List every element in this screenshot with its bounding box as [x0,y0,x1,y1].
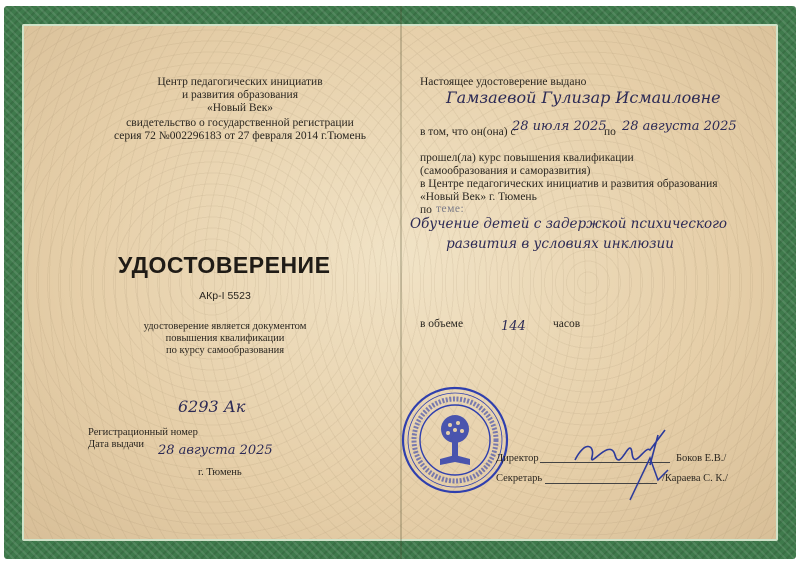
registration-line2: серия 72 №002296183 от 27 февраля 2014 г.Тюмень [114,130,366,142]
course-line2: (самообразования и саморазвития) [420,165,591,177]
document-number: АКр-I 5523 [199,290,251,302]
org-name-line2: и развития образования [181,89,299,101]
secretary-name: /Караева С. К./ [662,473,728,484]
description-line1: удостоверение является документом [143,321,307,332]
org-name-line1: Центр педагогических инициатив [157,76,323,88]
volume-value: 144 [501,319,526,334]
org-name-line3: «Новый Век» [206,102,274,114]
course-line3: в Центре педагогических инициатив и развития образования [420,178,718,190]
topic-line1: Обучение детей с задержкой психического [410,216,728,232]
topic-label: теме: [436,203,465,215]
director-name: Боков Е.В./ [676,453,727,464]
issue-date-label: Дата выдачи [88,439,145,450]
period-to: 28 августа 2025 [622,119,737,134]
registration-number-value: 6293 Ак [178,397,246,416]
registration-number-label: Регистрационный номер [88,427,198,438]
topic-line2: развития в условиях инклюзии [446,236,674,252]
course-line1: прошел(ла) курс повышения квалификации [420,152,634,164]
director-label: Директор [496,453,539,464]
registration-line1: свидетельство о государственной регистрации [126,117,354,129]
description-line2: повышения квалификации [165,333,285,344]
recipient-name: Гамзаевой Гулизар Исмаиловне [446,88,721,107]
volume-label: в объеме [420,318,464,330]
volume-unit: часов [553,318,581,330]
topic-prefix: по [420,204,432,216]
period-from: 28 июля 2025 [512,119,607,134]
organization-seal-icon [400,385,510,495]
period-to-label: по [604,126,616,138]
period-prefix: в том, что он(она) с [420,126,516,138]
city-label: г. Тюмень [198,467,242,478]
course-line4: «Новый Век» г. Тюмень [420,191,537,203]
secretary-label: Секретарь [496,473,543,484]
issue-date-value: 28 августа 2025 [158,443,273,458]
document-title: УДОСТОВЕРЕНИЕ [118,252,331,278]
issued-to-label: Настоящее удостоверение выдано [420,76,587,88]
description-line3: по курсу самообразования [165,345,285,356]
